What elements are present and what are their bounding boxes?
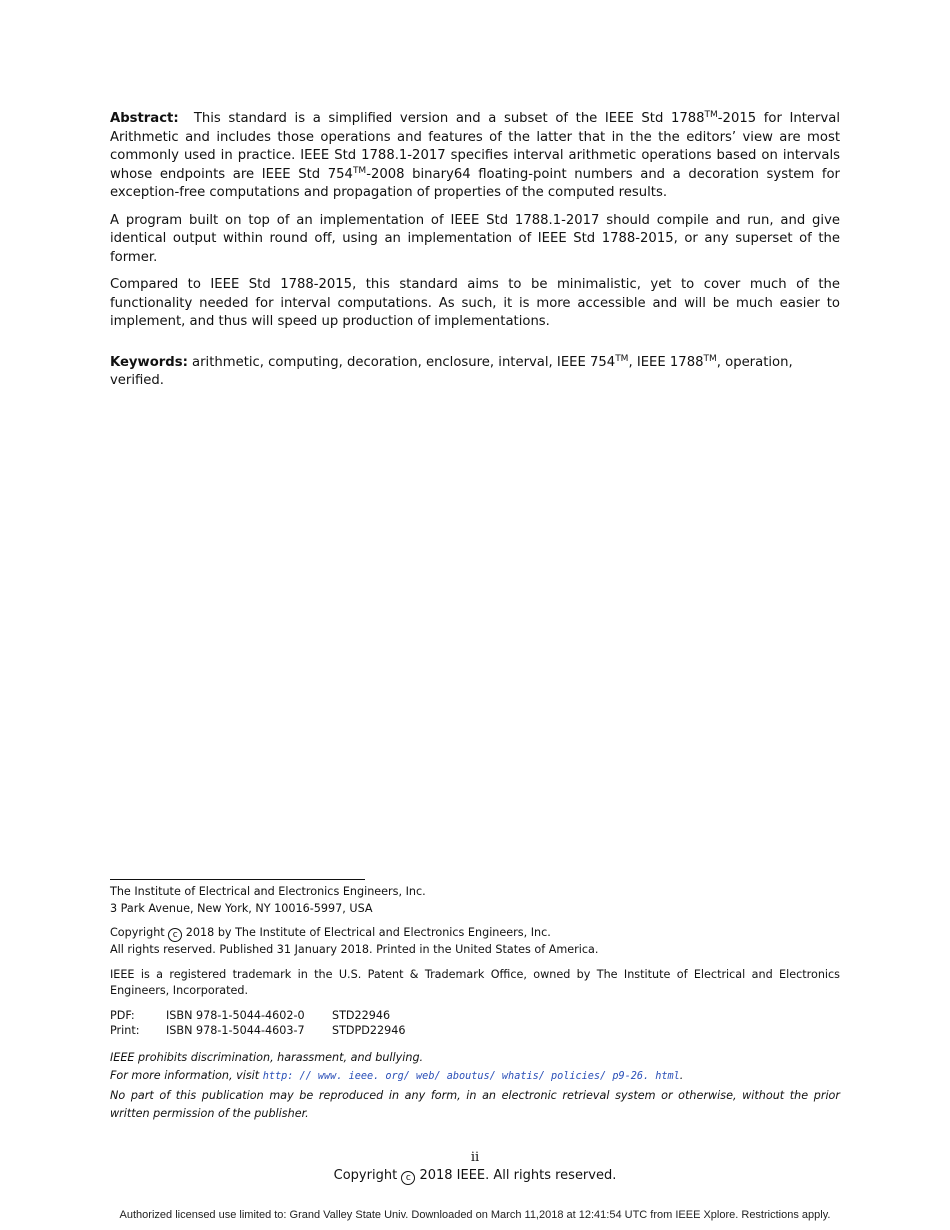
isbn-std-code: STDPD22946 (332, 1024, 406, 1037)
abstract-label: Abstract: (110, 111, 179, 126)
authorized-use-banner: Authorized licensed use limited to: Grand Valley State Univ. Downloaded on March 11,2018 at 12:41:54 UTC from IEEE Xplore. Restrictions apply. (119, 1209, 831, 1221)
footer-divider (110, 879, 365, 880)
keywords-text-c: , operation, verified. (110, 354, 793, 388)
keywords-text-a: arithmetic, computing, decoration, enclosure, interval, IEEE 754 (192, 354, 616, 370)
trademark-superscript: TM (352, 165, 367, 176)
footer-section (110, 884, 840, 1124)
isbn-format: PDF: (110, 1008, 135, 1022)
rights-statement: All rights reserved. Published 31 January 2018. Printed in the United States of America. (110, 943, 599, 956)
publisher-name: The Institute of Electrical and Electronics Engineers, Inc. (110, 885, 426, 898)
trademark-superscript: TM (615, 353, 629, 364)
isbn-number: ISBN 978-1-5044-4602-0 (166, 1008, 305, 1022)
reproduction-notice: No part of this publication may be reproduced in any form, in an electronic retrieval system or otherwise, without the prior written permission of the publisher. (110, 1088, 840, 1120)
abstract-paragraph-1 (110, 110, 840, 203)
publisher-block (110, 884, 840, 917)
more-info-text: For more information, visit (110, 1069, 260, 1082)
trademark-superscript: TM (703, 353, 717, 364)
more-info-line (110, 1067, 840, 1087)
policy-link[interactable]: http: // www. ieee. org/ web/ aboutus/ whatis/ policies/ p9-26. html (262, 1071, 680, 1082)
abstract-text-part-b: -2015 for Interval Arithmetic and includes those operations and features of the latter that in the the editors’ view are most commonly used in practice. IEEE Std 1788.1-2017 specifies interval arithmetic operations based on intervals whose endpoints are IEEE Std 754 (110, 111, 840, 182)
keywords-line (110, 354, 840, 391)
copyright-icon: c (401, 1171, 415, 1185)
keywords-label: Keywords: (110, 354, 188, 370)
page-number: ii (470, 1150, 480, 1165)
abstract-text-part-c: -2008 binary64 floating-point numbers and a decoration system for exception-free computations and propagation of properties of the computed results. (110, 166, 840, 200)
table-row (110, 1023, 406, 1039)
notice-block (110, 1049, 840, 1124)
abstract-paragraph-3: Compared to IEEE Std 1788-2015, this standard aims to be minimalistic, yet to cover much of the functionality needed for interval computations. As such, it is more accessible and will be much easier to implement, and thus will speed up production of implementations. (110, 277, 840, 329)
isbn-number: ISBN 978-1-5044-4603-7 (166, 1024, 305, 1037)
trademark-statement: IEEE is a registered trademark in the U.S. Patent & Trademark Office, owned by The Institute of Electrical and Electronics Engineers, Incorporated. (110, 967, 840, 997)
keywords-text-b: , IEEE 1788 (628, 354, 704, 370)
discrimination-notice: IEEE prohibits discrimination, harassment, and bullying. (110, 1050, 424, 1064)
table-row (110, 1008, 406, 1024)
publisher-address: 3 Park Avenue, New York, NY 10016-5997, USA (110, 901, 373, 915)
page-copyright-text-b: 2018 IEEE. All rights reserved. (419, 1168, 617, 1183)
isbn-std-code: STD22946 (332, 1008, 391, 1022)
page-copyright-text-a: Copyright (333, 1168, 398, 1183)
page-copyright (0, 1168, 950, 1185)
copyright-text-b: 2018 by The Institute of Electrical and Electronics Engineers, Inc. (185, 926, 551, 939)
isbn-table (110, 1008, 406, 1039)
isbn-format: Print: (110, 1024, 140, 1037)
more-info-period: . (679, 1069, 684, 1082)
abstract-text-part-a: This standard is a simplified version and a subset of the IEEE Std 1788 (193, 111, 705, 126)
abstract-paragraph-2: A program built on top of an implementation of IEEE Std 1788.1-2017 should compile and run, and give identical output within round off, using an implementation of IEEE Std 1788-2015, or any superset of the former. (110, 212, 840, 265)
trademark-superscript: TM (704, 110, 718, 120)
abstract-section (110, 110, 840, 400)
copyright-block (110, 925, 840, 959)
copyright-text-a: Copyright (110, 926, 165, 939)
copyright-icon: c (168, 928, 182, 942)
